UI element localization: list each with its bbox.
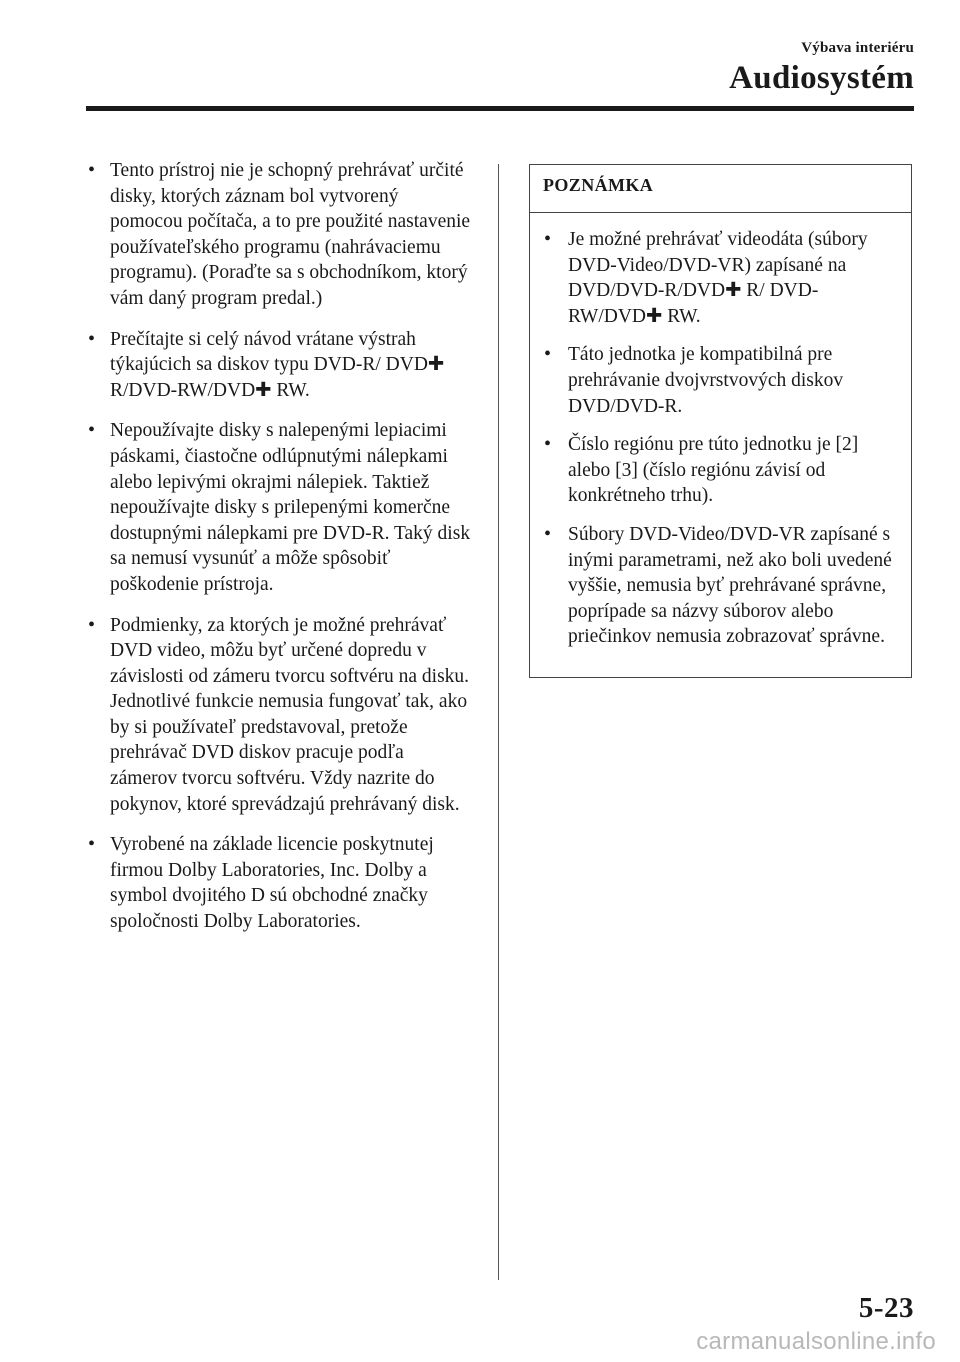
- list-item: • Číslo regiónu pre túto jednotku je [2] alebo [3] (číslo regiónu závisí od konkrétneho trhu).: [540, 432, 901, 509]
- watermark[interactable]: carmanualsonline.info: [696, 1328, 936, 1355]
- list-item: • Nepoužívajte disky s nalepenými lepiacimi páskami, čiastočne odlúpnutými nálepkami alebo lepivými okrajmi nálepiek. Taktiež nepoužívajte disky s prilepenými komerčne dostupnými nálepkami pre DVD-R. Taký disk sa nemusí vysunúť a môže spôsobiť poškodenie prístroja.: [86, 418, 472, 597]
- header-rule: [86, 106, 914, 111]
- column-divider: [498, 164, 499, 1280]
- note-box: [529, 164, 912, 678]
- note-body: [530, 213, 911, 677]
- list-item: • Prečítajte si celý návod vrátane výstrah týkajúcich sa diskov typu DVD-R/ DVD✚ R/DVD-RW/DVD✚ RW.: [86, 327, 472, 404]
- page-number: 5-23: [858, 1292, 914, 1324]
- list-item: • Vyrobené na základe licencie poskytnutej firmou Dolby Laboratories, Inc. Dolby a symbol dvojitého D sú obchodné značky spoločnosti Dolby Laboratories.: [86, 832, 472, 934]
- list-item: • Podmienky, za ktorých je možné prehrávať DVD video, môžu byť určené dopredu v závislosti od zámeru tvorcu softvéru na disku. Jednotlivé funkcie nemusia fungovať tak, ako by si používateľ predstavoval, pretože prehrávač DVD diskov pracuje podľa zámerov tvorcu softvéru. Vždy nazrite do pokynov, ktoré sprevádzajú prehrávaný disk.: [86, 613, 472, 818]
- note-title: POZNÁMKA: [530, 165, 911, 213]
- page-title: Audiosystém: [729, 60, 914, 96]
- list-item: • Táto jednotka je kompatibilná pre prehrávanie dvojvrstvových diskov DVD/DVD-R.: [540, 342, 901, 419]
- left-bullet-list: [86, 158, 472, 935]
- left-column: [86, 158, 472, 950]
- note-bullet-list: [540, 227, 901, 650]
- list-item: • Tento prístroj nie je schopný prehrávať určité disky, ktorých záznam bol vytvorený pomocou počítača, a to pre použité nastavenie používateľského programu (nahrávaciemu programu). (Poraďte sa s obchodníkom, ktorý vám daný program predal.): [86, 158, 472, 312]
- list-item: • Je možné prehrávať videodáta (súbory DVD-Video/DVD-VR) zapísané na DVD/DVD-R/DVD✚ R/ DVD-RW/DVD✚ RW.: [540, 227, 901, 329]
- section-label: Výbava interiéru: [801, 40, 914, 56]
- list-item: • Súbory DVD-Video/DVD-VR zapísané s inými parametrami, než ako boli uvedené vyššie, nemusia byť prehrávané správne, poprípade sa názvy súborov alebo priečinkov nemusia zobrazovať správne.: [540, 522, 901, 650]
